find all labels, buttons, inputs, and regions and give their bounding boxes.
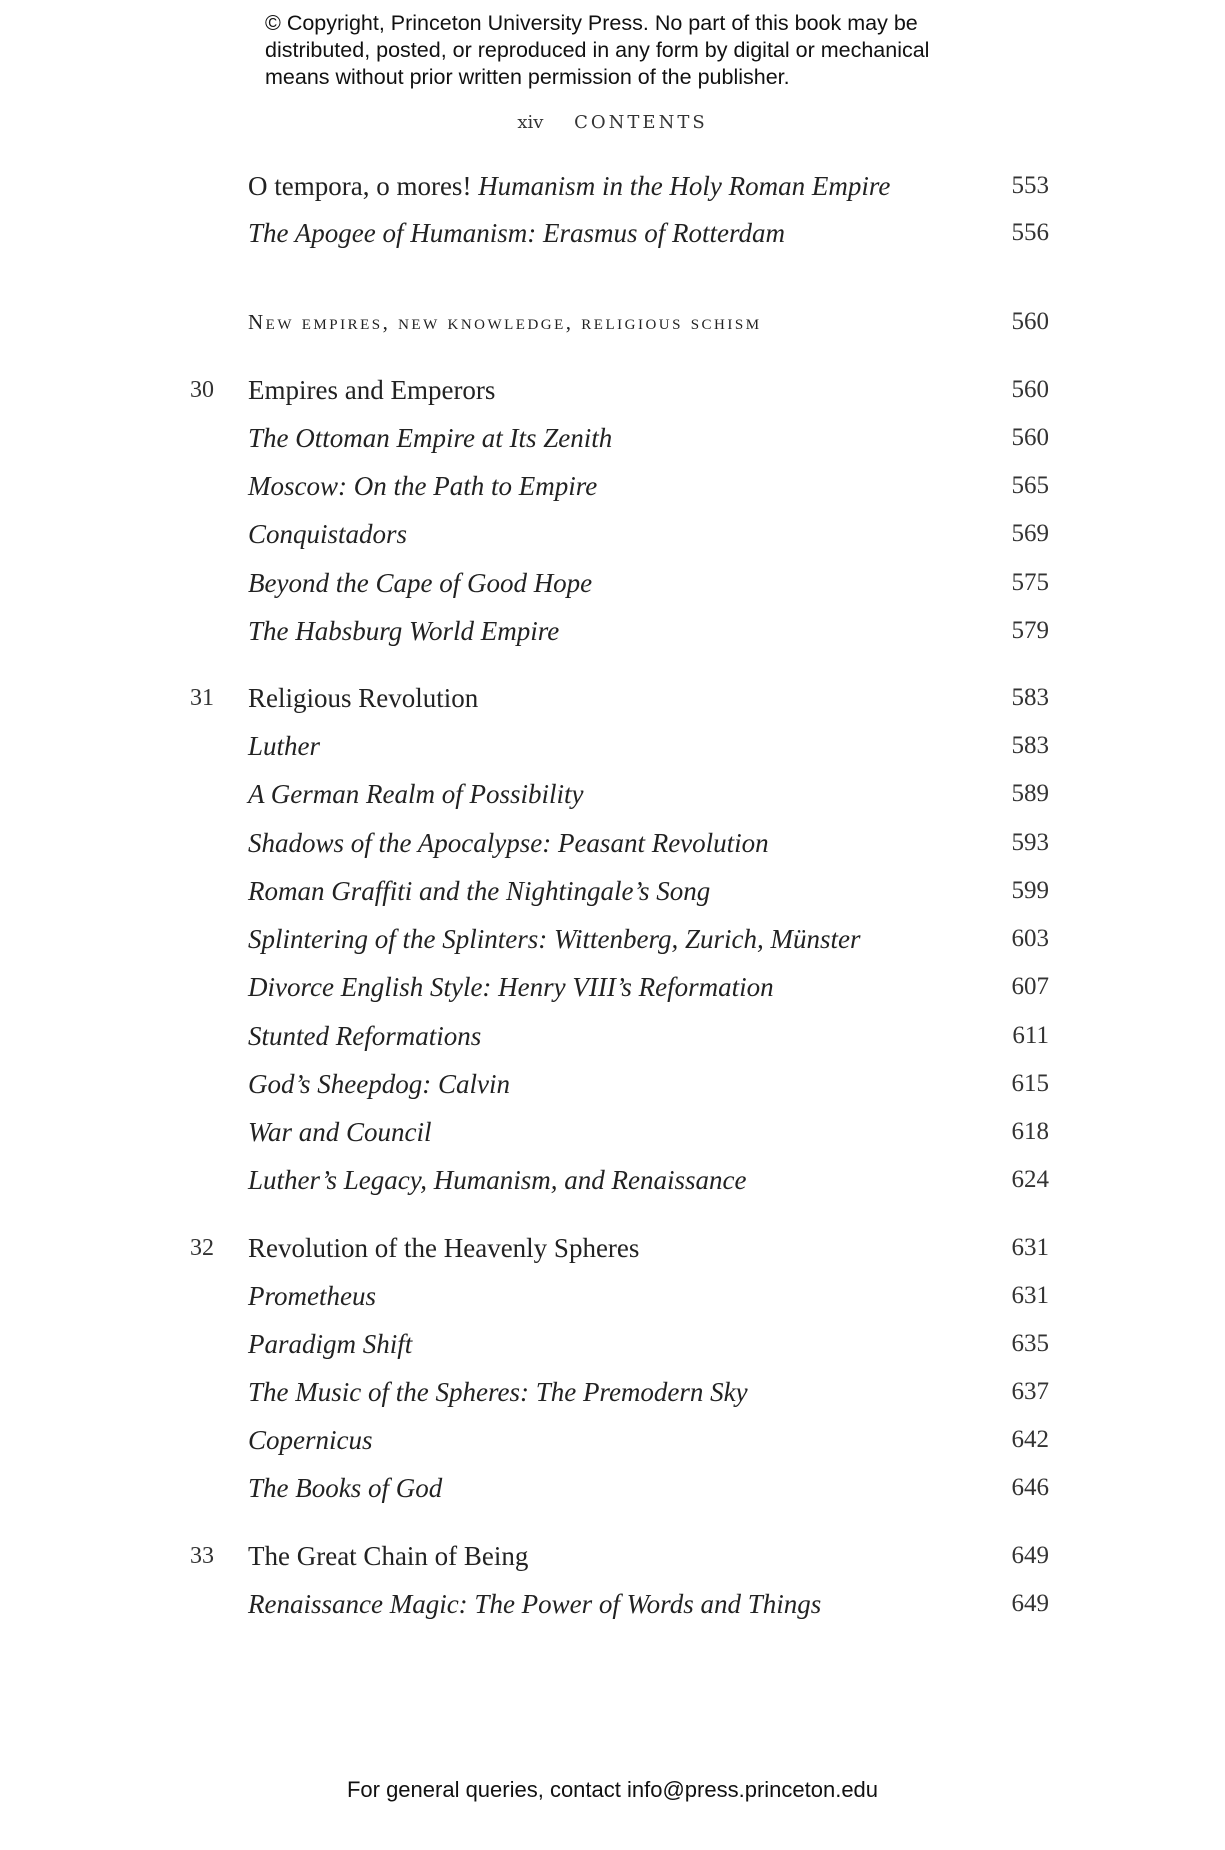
toc-section-title: Paradigm Shift [248, 1329, 413, 1359]
toc-section-row [0, 213, 1225, 253]
toc-chapter-title: Revolution of the Heavenly Spheres [248, 1233, 640, 1263]
toc-section-title: Prometheus [248, 1281, 376, 1311]
toc-section-row [0, 919, 1225, 959]
toc-section-row [0, 967, 1225, 1007]
toc-section-row [0, 1276, 1225, 1316]
toc-section-title: Divorce English Style: Henry VIII’s Reformation [248, 972, 774, 1002]
toc-section-title: Renaissance Magic: The Power of Words and Things [248, 1589, 822, 1619]
toc-section-title: The Ottoman Empire at Its Zenith [248, 423, 613, 453]
toc-section-title: The Habsburg World Empire [248, 616, 560, 646]
toc-section-row [0, 1016, 1225, 1056]
toc-chapter-row [0, 370, 1225, 410]
toc-section-row [0, 166, 1225, 206]
toc-page-number: 631 [1011, 1234, 1049, 1261]
toc-page-number: 560 [1011, 308, 1049, 335]
toc-section-title: The Books of God [248, 1473, 443, 1503]
toc-section-title: Luther [248, 731, 321, 761]
footer-contact: For general queries, contact info@press.princeton.edu [346, 1777, 879, 1802]
toc-page-number: 556 [1011, 219, 1049, 246]
toc-section-title [248, 166, 890, 206]
toc-page-number: 579 [1011, 617, 1049, 644]
toc-chapter-number: 32 [190, 1235, 214, 1261]
toc-title-roman: O tempora, o mores! [248, 171, 479, 201]
toc-section-row [0, 514, 1225, 554]
toc-chapter-title: The Great Chain of Being [248, 1541, 529, 1571]
copyright-line: means without prior written permission of the publisher. [265, 65, 790, 89]
toc-page-number: 607 [1011, 973, 1049, 1000]
toc-page-number: 553 [1011, 172, 1049, 199]
toc-page-number: 599 [1011, 877, 1049, 904]
toc-chapter-row [0, 1228, 1225, 1268]
page-folio: xiv [517, 112, 544, 133]
toc-section-row [0, 823, 1225, 863]
toc-section-row [0, 871, 1225, 911]
toc-page-number: 649 [1011, 1542, 1049, 1569]
toc-chapter-row [0, 678, 1225, 718]
toc-page-number: 611 [1012, 1022, 1049, 1049]
toc-part-title: New empires, new knowledge, religious schism [248, 310, 762, 334]
toc-chapter-title: Religious Revolution [248, 683, 479, 713]
toc-section-row [0, 611, 1225, 651]
toc-page-number: 589 [1011, 780, 1049, 807]
toc-page-number: 637 [1011, 1378, 1049, 1405]
toc-page-number: 618 [1011, 1118, 1049, 1145]
toc-section-title: Moscow: On the Path to Empire [248, 471, 598, 501]
toc-page-number: 560 [1011, 376, 1049, 403]
toc-page-number: 560 [1011, 424, 1049, 451]
toc-section-title: Splintering of the Splinters: Wittenberg, Zurich, Münster [248, 924, 861, 954]
toc-section-title: The Apogee of Humanism: Erasmus of Rotterdam [248, 218, 785, 248]
toc-section-row [0, 1372, 1225, 1412]
running-title: CONTENTS [574, 112, 708, 133]
toc-page-number: 631 [1011, 1282, 1049, 1309]
toc-chapter-title: Empires and Emperors [248, 375, 496, 405]
toc-chapter-number: 31 [190, 685, 214, 711]
toc-section-row [0, 1112, 1225, 1152]
toc-section-row [0, 1468, 1225, 1508]
toc-section-row [0, 466, 1225, 506]
toc-page-number: 603 [1011, 925, 1049, 952]
toc-section-row [0, 1160, 1225, 1200]
toc-section-row [0, 774, 1225, 814]
toc-section-row [0, 418, 1225, 458]
toc-chapter-number: 30 [190, 377, 214, 403]
toc-page-number: 583 [1011, 684, 1049, 711]
toc-section-title: The Music of the Spheres: The Premodern Sky [248, 1377, 748, 1407]
toc-section-title: Conquistadors [248, 519, 408, 549]
toc-section-row [0, 1064, 1225, 1104]
copyright-line: © Copyright, Princeton University Press. No part of this book may be [265, 11, 918, 35]
toc-chapter-number: 33 [190, 1543, 214, 1569]
toc-page-number: 615 [1011, 1070, 1049, 1097]
toc-section-row [0, 563, 1225, 603]
toc-page-number: 646 [1011, 1474, 1049, 1501]
toc-page-number: 565 [1011, 472, 1049, 499]
toc-page-number: 593 [1011, 829, 1049, 856]
toc-section-title: Shadows of the Apocalypse: Peasant Revolution [248, 828, 769, 858]
toc-section-title: Luther’s Legacy, Humanism, and Renaissance [248, 1165, 747, 1195]
toc-part-row [0, 302, 1225, 342]
toc-page-number: 649 [1011, 1590, 1049, 1617]
toc-page-number: 624 [1011, 1166, 1049, 1193]
toc-section-title: War and Council [248, 1117, 432, 1147]
toc-section-row [0, 1584, 1225, 1624]
toc-chapter-row [0, 1536, 1225, 1576]
toc-section-title: A German Realm of Possibility [248, 779, 584, 809]
toc-section-title: Stunted Reformations [248, 1021, 482, 1051]
copyright-line: distributed, posted, or reproduced in any form by digital or mechanical [265, 38, 930, 62]
toc-page-number: 583 [1011, 732, 1049, 759]
toc-section-row [0, 726, 1225, 766]
toc-title-italic: Humanism in the Holy Roman Empire [478, 171, 891, 201]
toc-page-number: 575 [1011, 569, 1049, 596]
toc-section-title: Copernicus [248, 1425, 373, 1455]
toc-page-number: 569 [1011, 520, 1049, 547]
toc-section-title: Beyond the Cape of Good Hope [248, 568, 593, 598]
toc-section-row [0, 1420, 1225, 1460]
toc-page-number: 635 [1011, 1330, 1049, 1357]
toc-section-row [0, 1324, 1225, 1364]
toc-section-title: Roman Graffiti and the Nightingale’s Song [248, 876, 711, 906]
toc-section-title: God’s Sheepdog: Calvin [248, 1069, 510, 1099]
toc-page-number: 642 [1011, 1426, 1049, 1453]
